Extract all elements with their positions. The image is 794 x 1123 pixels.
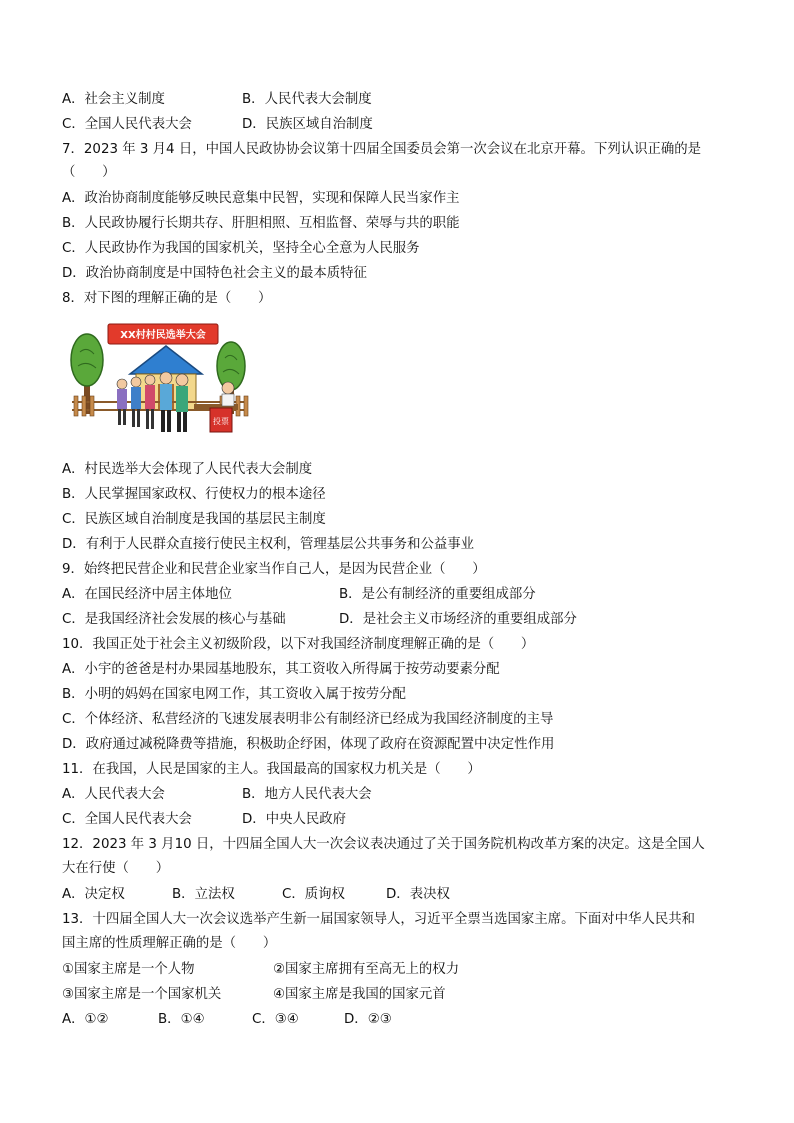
- q8-option-c: C．民族区域自治制度是我国的基层民主制度: [62, 512, 326, 527]
- q12-stem: 12．2023 年 3 月10 日，十四届全国人大一次会议表决通过了关于国务院机构改革方案的决定。这是全国人: [62, 837, 705, 852]
- q10-option-b: B．小明的妈妈在国家电网工作，其工资收入属于按劳分配: [62, 687, 406, 702]
- q11-option-a: A．人民代表大会: [62, 787, 165, 802]
- q7-option-a: A．政治协商制度能够反映民意集中民智，实现和保障人民当家作主: [62, 191, 460, 206]
- q13-option-d: D．②③: [344, 1012, 392, 1027]
- q9-stem: 9．始终把民营企业和民营企业家当作自己人，是因为民营企业（ ）: [62, 562, 486, 577]
- q7-stem: 7．2023 年 3 月4 日，中国人民政协协会议第十四届全国委员会第一次会议在北京开幕。下列认识正确的是: [62, 142, 702, 157]
- q8-option-b: B．人民掌握国家政权、行使权力的根本途径: [62, 487, 326, 502]
- q11-option-d: D．中央人民政府: [242, 812, 347, 827]
- q13-stem: 13．十四届全国人大一次会议选举产生新一届国家领导人，习近平全票当选国家主席。下面对中华人民共和: [62, 912, 696, 927]
- q8-option-a: A．村民选举大会体现了人民代表大会制度: [62, 462, 313, 477]
- q6-option-b: B．人民代表大会制度: [242, 92, 372, 107]
- q13-statement-3: ③国家主席是一个国家机关: [62, 987, 222, 1002]
- q9-option-a: A．在国民经济中居主体地位: [62, 587, 232, 602]
- q6-option-c: C．全国人民代表大会: [62, 117, 192, 132]
- q13-statement-4: ④国家主席是我国的国家元首: [273, 987, 446, 1002]
- q9-option-b: B．是公有制经济的重要组成部分: [339, 587, 536, 602]
- q7-option-c: C．人民政协作为我国的国家机关，坚持全心全意为人民服务: [62, 241, 420, 256]
- q13-stem-cont: 国主席的性质理解正确的是（ ）: [62, 936, 277, 951]
- q13-option-c: C．③④: [252, 1012, 299, 1027]
- q10-option-c: C．个体经济、私营经济的飞速发展表明非公有制经济已经成为我国经济制度的主导: [62, 712, 554, 727]
- q11-stem: 11．在我国，人民是国家的主人。我国最高的国家权力机关是（ ）: [62, 762, 481, 777]
- q13-statement-1: ①国家主席是一个人物: [62, 962, 195, 977]
- q6-option-d: D．民族区域自治制度: [242, 117, 373, 132]
- q9-option-d: D．是社会主义市场经济的重要组成部分: [339, 612, 577, 627]
- q12-option-d: D．表决权: [386, 887, 450, 902]
- village-election-illustration: [70, 316, 250, 446]
- q6-option-a: A．社会主义制度: [62, 92, 165, 107]
- banner-text: XX村村民选举大会: [120, 330, 206, 341]
- q7-option-b: B．人民政协履行长期共存、肝胆相照、互相监督、荣辱与共的职能: [62, 216, 460, 231]
- q7-stem-blank: （ ）: [62, 165, 116, 180]
- q12-option-a: A．决定权: [62, 887, 125, 902]
- q10-option-d: D．政府通过减税降费等措施，积极助企纾困，体现了政府在资源配置中决定性作用: [62, 737, 555, 752]
- q12-option-b: B．立法权: [172, 887, 235, 902]
- ballot-box-label: 投票: [213, 417, 229, 426]
- q8-stem: 8．对下图的理解正确的是（ ）: [62, 291, 272, 306]
- q13-option-a: A．①②: [62, 1012, 109, 1027]
- q13-statement-2: ②国家主席拥有至高无上的权力: [273, 962, 460, 977]
- q12-stem-cont: 大在行使（ ）: [62, 861, 170, 876]
- q8-option-d: D．有利于人民群众直接行使民主权利，管理基层公共事务和公益事业: [62, 537, 475, 552]
- q7-option-d: D．政治协商制度是中国特色社会主义的最本质特征: [62, 266, 367, 281]
- q13-option-b: B．①④: [158, 1012, 205, 1027]
- q12-option-c: C．质询权: [282, 887, 345, 902]
- q11-option-c: C．全国人民代表大会: [62, 812, 192, 827]
- q10-option-a: A．小宇的爸爸是村办果园基地股东，其工资收入所得属于按劳动要素分配: [62, 662, 500, 677]
- q11-option-b: B．地方人民代表大会: [242, 787, 372, 802]
- q9-option-c: C．是我国经济社会发展的核心与基础: [62, 612, 286, 627]
- q10-stem: 10．我国正处于社会主义初级阶段，以下对我国经济制度理解正确的是（ ）: [62, 637, 535, 652]
